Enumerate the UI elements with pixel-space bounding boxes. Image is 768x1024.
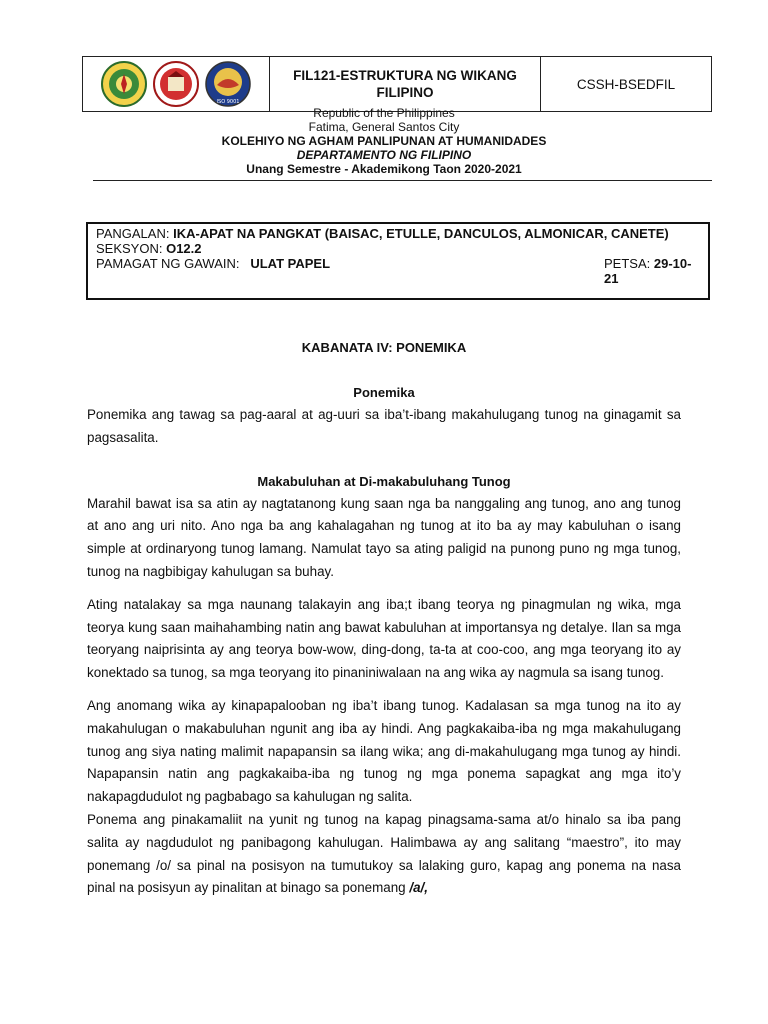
section-heading-ponemika: Ponemika (353, 385, 415, 400)
name-value: IKA-APAT NA PANGKAT (BAISAC, ETULLE, DANCULOS, ALMONICAR, CANETE) (173, 226, 669, 241)
student-info-box (86, 222, 710, 300)
program-code: CSSH-BSEDFIL (576, 76, 676, 92)
task-row (96, 256, 700, 286)
section-heading-makabuluhan: Makabuluhan at Di-makabuluhang Tunog (257, 473, 511, 489)
section-value: O12.2 (166, 241, 202, 256)
task-value: ULAT PAPEL (250, 256, 331, 271)
header-table (82, 56, 712, 112)
task-label: PAMAGAT NG GAWAIN: (96, 256, 240, 271)
section-row (96, 241, 700, 256)
paragraph: Marahil bawat isa sa atin ay nagtatanong kung saan nga ba nanggaling ang tunog, ano ang tunog at ano ang uri nito. Ano nga ba ang kahalagahan ng tunog at ito ba ay may kabuluhan o isang simple at ordinaryong tunog lamang. Namulat tayo sa ating paligid na punong puno ng mga tunog, tunog na nagbibigay kahulugan sa buhay. (87, 495, 681, 579)
paragraph: Ponemika ang tawag sa pag-aaral at ag-uuri sa iba’t-ibang makahulugang tunog na ginagamit sa pagsasalita. (87, 407, 681, 445)
phoneme-a: /a/, (409, 880, 428, 896)
header-divider (93, 180, 712, 181)
section-label: SEKSYON: (96, 241, 163, 256)
department-seal-icon (205, 61, 251, 107)
institution-block (0, 106, 768, 176)
department-name: DEPARTAMENTO NG FILIPINO (296, 148, 472, 162)
name-row (96, 226, 700, 241)
logo-text: ISO 9001 (216, 99, 240, 105)
paragraph-text: Ponema ang pinakamaliit na yunit ng tunog na kapag pinagsama-sama at/o hinalo sa iba pang salita ay nagdudulot ng panibagong kahulugan. Halimbawa ay ang salitang “maestro”, ito may ponemang /o/ sa pinal na posisyon na tumutukoy sa lalaking guro, kapag ang ponema na nasa pinal na posisyun ay pinalitan at binago sa ponemang (87, 811, 681, 896)
location-line: Fatima, General Santos City (308, 120, 460, 134)
logos (83, 57, 270, 111)
republic-line: Republic of the Philippines (313, 106, 455, 120)
chapter-title: KABANATA IV: PONEMIKA (301, 340, 467, 355)
paragraph: Ang anomang wika ay kinapapalooban ng iba’t ibang tunog. Kadalasan sa mga tunog na ito ay makahulugan o makabuluhan ngunit ang iba ay hindi. Ang pagkakaiba-iba ng mga makahulugang tunog ang siya nating malimit napapansin sa ilang wika; ang di-makahulugang mga tunog ay hindi. Napapansin natin ang pagkakaiba-iba ng tunog ng mga ponema sapagkat ang mga ito’y nakapagdudulot ng pagbabago sa kahulugan ng salita. (87, 697, 681, 805)
name-label: PANGALAN: (96, 226, 170, 241)
semester-line: Unang Semestre - Akademikong Taon 2020-2021 (246, 162, 522, 176)
college-seal-icon (153, 61, 199, 107)
document-body (87, 340, 681, 900)
course-title: FIL121-ESTRUKTURA NG WIKANG FILIPINO (270, 57, 541, 111)
college-name: KOLEHIYO NG AGHAM PANLIPUNAN AT HUMANIDADES (221, 134, 547, 148)
paragraph: Ating natalakay sa mga naunang talakayin ang iba;t ibang teorya ng pinagmulan ng wika, mga teorya kung saan maihahambing natin ang bawat kabuluhan at importansya ng detalye. Ilan sa mga teoryang naiprisinta ay ang teorya bow-wow, ding-dong, ta-ta at coo-coo, ang mga teoryang ito ay konektado sa tunog, sa mga teoryang ito pinaniniwalaan na ang wika ay nagmula sa isang tunog. (87, 596, 681, 681)
paragraph (87, 809, 681, 900)
date-value: 29-10-21 (604, 256, 692, 286)
university-seal-icon (101, 61, 147, 107)
date-label: PETSA: (604, 256, 651, 271)
